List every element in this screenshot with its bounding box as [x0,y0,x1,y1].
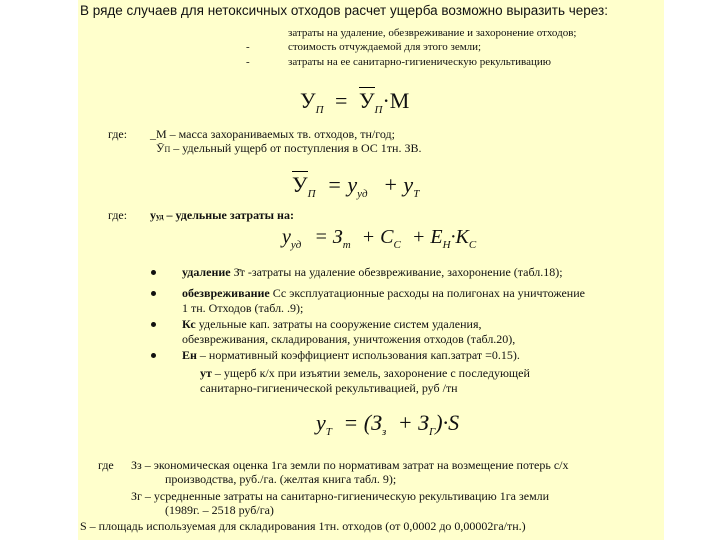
where1-mass: _М – масса захораниваемых тв. отходов, тн/год; [150,127,395,141]
intro-marker-2: - [246,41,250,53]
where2-specific-costs: yуд – удельные затраты на: [150,208,294,222]
slide-title: В ряде случаев для нетоксичных отходов расчет ущерба возможно выразить через: [80,3,608,18]
intro-item-2: стоимость отчуждаемой для этого земли; [288,41,482,53]
yt-description: yт – ущерб к/х при изъятии земель, захоронение с последующей [200,366,530,380]
bullet-neutralization-cont: 1 тн. Отходов (табл. .9); [182,301,304,315]
where-label-3: где [98,458,114,472]
bullet-capital-costs-cont: обезвреживания, складирования, уничтожения отходов (табл.20), [182,332,516,346]
bullet-removal: удаление З̄т -затраты на удаление обезвреживание, захоронение (табл.18); [182,265,563,279]
bullet-normative-coef: Ен – нормативный коэффициент использования кап.затрат =0.15). [182,348,520,362]
intro-item-1: затраты на удаление, обезвреживание и захоронение отходов; [288,27,577,39]
yt-description-cont: санитарно-гигиенической рекультивацией, руб /тн [200,381,458,395]
where3-land-value: Зз – экономическая оценка 1га земли по нормативам затрат на возмещение потерь с/х [131,458,569,472]
bullet-dot-1 [151,270,156,275]
formula-land-damage: $y_Т = (З_з + З_Г)\cdot S$ [316,410,460,438]
bullet-capital-costs: Кс удельные кап. затраты на сооружение систем удаления, [182,317,482,331]
intro-item-3: затраты на ее санитарно-гигиеническую рекультивацию [288,56,551,68]
where-label-2: где: [108,208,128,222]
bullet-dot-2 [151,291,156,296]
where3-reclamation-cost: Зг – усредненные затраты на санитарно-гигиеническую рекультивацию 1га земли [131,489,550,503]
where3-reclamation-cost-cont: (1989г. – 2518 руб/га) [165,503,274,517]
formula-specific-costs: $y_{уд} = З_т + С_С + Е_Н\cdot К_С$ [282,226,477,251]
intro-marker-3: - [246,56,250,68]
where-label-1: где: [108,127,128,141]
bullet-neutralization: обезвреживание Сс эксплуатационные расходы на полигонах на уничтожение [182,286,585,300]
bullet-dot-4 [151,353,156,358]
bullet-dot-3 [151,322,156,327]
where3-land-value-cont: производства, руб./га. (желтая книга табл. 9); [165,472,397,486]
area-definition: S – площадь используемая для складирования 1тн. отходов (от 0,0002 до 0,00002га/тн.) [80,519,526,533]
where1-specific-damage: ӮП – удельный ущерб от поступления в ОС 1тн. ЗВ. [156,141,422,155]
formula-damage-sum: $У_П = y_{уд} + y_T$ [292,172,420,200]
formula-damage-total: $У_П = У_П\cdot М$ [300,88,410,116]
